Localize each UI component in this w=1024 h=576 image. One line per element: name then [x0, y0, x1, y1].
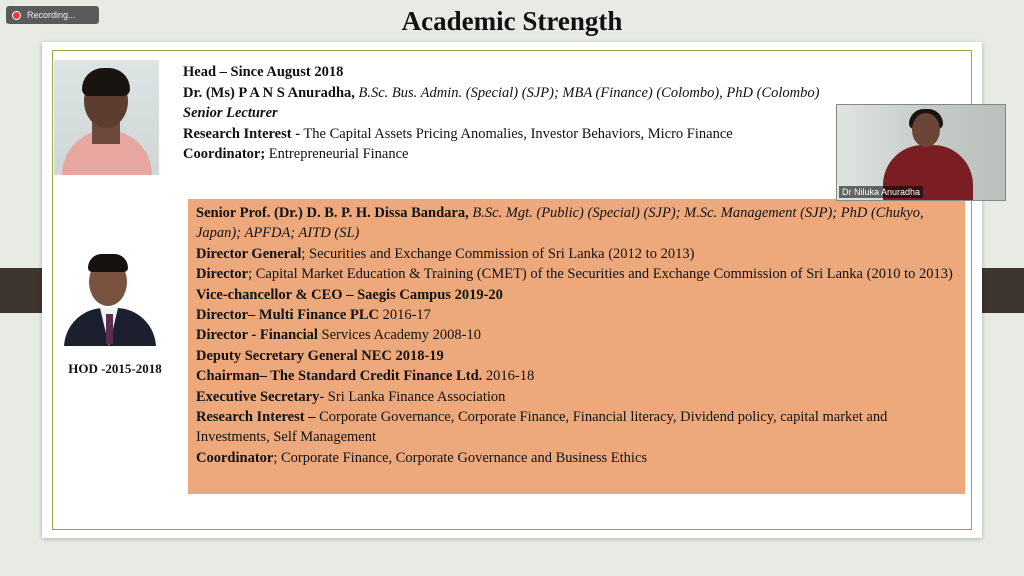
person1-research-value: The Capital Assets Pricing Anomalies, Investor Behaviors, Micro Finance: [303, 125, 733, 142]
person1-name: Dr. (Ms) P A N S Anuradha,: [183, 84, 355, 101]
financial-value: Services Academy 2008-10: [317, 327, 481, 344]
person2-details: [188, 199, 965, 494]
chairman-value: 2016-18: [482, 368, 535, 385]
multi-finance-label: Director– Multi Finance PLC: [196, 307, 379, 324]
exec-secretary-value: - Sri Lanka Finance Association: [319, 388, 506, 405]
vc-line: Vice-chancellor & CEO – Saegis Campus 2019-20: [196, 286, 503, 303]
person1-coordinator-label: Coordinator;: [183, 146, 266, 162]
person2-coordinator-label: Coordinator: [196, 449, 274, 466]
participant-name: Dr Niluka Anuradha: [839, 186, 923, 198]
hod-label: HOD -2015-2018: [68, 361, 162, 376]
person2-coordinator-value: ; Corporate Finance, Corporate Governance and Business Ethics: [273, 449, 648, 466]
financial-label: Director - Financial: [196, 327, 318, 344]
multi-finance-value: 2016-17: [378, 307, 431, 324]
director-value: ; Capital Market Education & Training (CMET) of the Securities and Exchange Commission of Sri Lanka (2010 to 2013): [248, 266, 953, 283]
exec-secretary-label: Executive Secretary: [196, 388, 320, 405]
chairman-label: Chairman– The Standard Credit Finance Ltd.: [196, 368, 483, 385]
person2-research-value: Corporate Governance, Corporate Finance, Financial literacy, Dividend policy, capital market and Investments, Self Management: [196, 409, 888, 446]
dg-label: Director General: [196, 245, 302, 262]
director-label: Director: [196, 266, 249, 283]
person1-coordinator-value: Entrepreneurial Finance: [268, 146, 409, 162]
person1-position: Senior Lecturer: [183, 105, 278, 121]
person2-qualifications: B.Sc. Mgt. (Public) (Special) (SJP); M.Sc. Management (SJP); PhD (Chukyo, Japan); APFDA; AITD (SL): [196, 205, 924, 242]
dsg-line: Deputy Secretary General NEC 2018-19: [196, 347, 444, 364]
head-since: Head – Since August 2018: [183, 64, 344, 80]
person1-photo: [54, 60, 159, 175]
slide-title: Academic Strength: [401, 6, 623, 36]
person1-qualifications: B.Sc. Bus. Admin. (Special) (SJP); MBA (Finance) (Colombo), PhD (Colombo): [358, 84, 820, 101]
recording-label: Recording...: [27, 10, 76, 20]
person2-photo: [60, 250, 159, 346]
dg-value: ; Securities and Exchange Commission of Sri Lanka (2012 to 2013): [301, 245, 695, 262]
person2-research-label: Research Interest –: [196, 409, 316, 426]
person2-name: Senior Prof. (Dr.) D. B. P. H. Dissa Bandara,: [196, 205, 469, 221]
participant-video-tile[interactable]: [836, 104, 1006, 201]
person1-research-label: Research Interest -: [183, 125, 301, 142]
